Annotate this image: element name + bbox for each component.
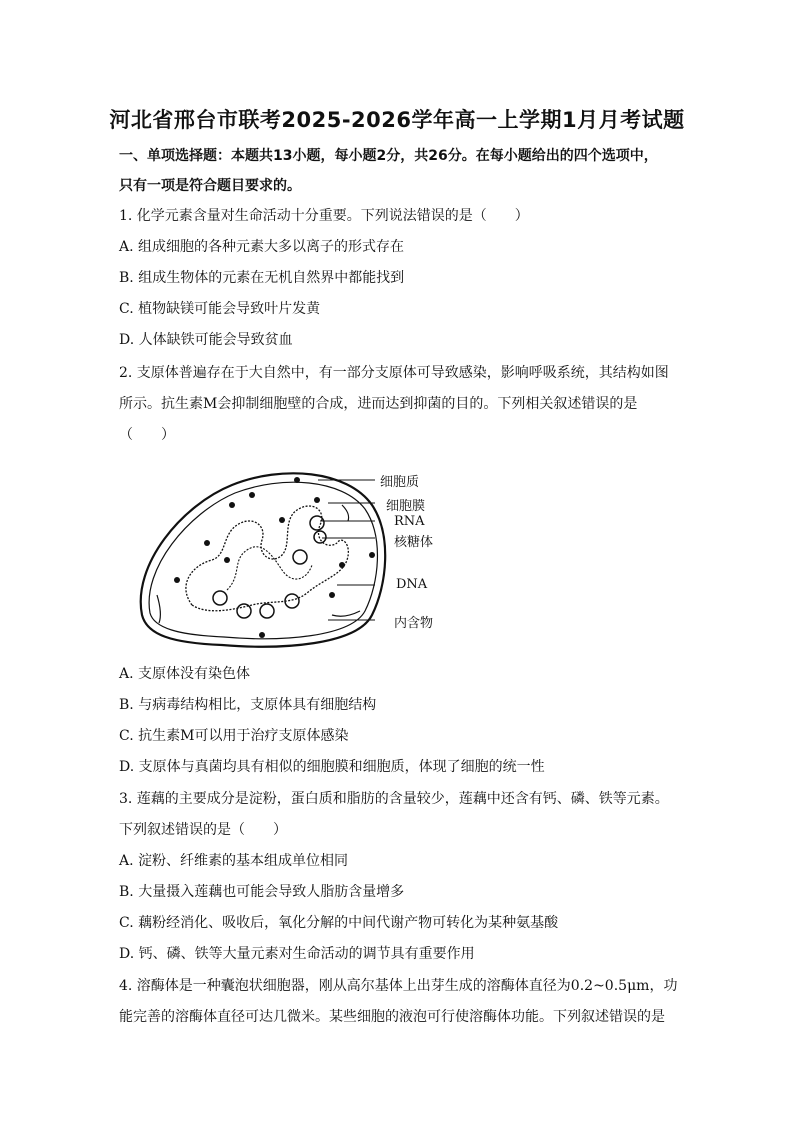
q2-stem-line1: 2. 支原体普遍存在于大自然中，有一部分支原体可导致感染，影响呼吸系统，其结构如图 xyxy=(119,365,669,381)
q1-stem: 1. 化学元素含量对生命活动十分重要。下列说法错误的是（ ） xyxy=(119,208,529,224)
q3-option-b: B. 大量摄入莲藕也可能会导致人脂肪含量增多 xyxy=(119,884,405,900)
section-instruction-line1: 一、单项选择题：本题共13小题，每小题2分，共26分。在每小题给出的四个选项中， xyxy=(119,148,658,164)
label-ribosome: 核糖体 xyxy=(394,535,434,550)
q2-option-c: C. 抗生素M可以用于治疗支原体感染 xyxy=(119,728,349,744)
label-cytoplasm: 细胞质 xyxy=(380,475,420,490)
label-inclusion: 内含物 xyxy=(394,616,434,631)
section-instruction-line2: 只有一项是符合题目要求的。 xyxy=(119,178,301,194)
q2-option-b: B. 与病毒结构相比，支原体具有细胞结构 xyxy=(119,697,377,713)
q3-option-a: A. 淀粉、纤维素的基本组成单位相同 xyxy=(119,853,349,869)
q1-option-c: C. 植物缺镁可能会导致叶片发黄 xyxy=(119,301,321,317)
q2-option-a: A. 支原体没有染色体 xyxy=(119,666,251,682)
q3-stem-line1: 3. 莲藕的主要成分是淀粉，蛋白质和脂肪的含量较少，莲藕中还含有钙、磷、铁等元素。 xyxy=(119,791,669,807)
q2-option-d: D. 支原体与真菌均具有相似的细胞膜和细胞质，体现了细胞的统一性 xyxy=(119,759,545,775)
mycoplasma-structure-figure xyxy=(132,465,452,650)
q1-option-a: A. 组成细胞的各种元素大多以离子的形式存在 xyxy=(119,239,405,255)
q4-stem-line2: 能完善的溶酶体直径可达几微米。某些细胞的液泡可行使溶酶体功能。下列叙述错误的是 xyxy=(119,1009,665,1025)
page-title: 河北省邢台市联考2025-2026学年高一上学期1月月考试题 xyxy=(109,108,685,132)
q3-stem-line2: 下列叙述错误的是（ ） xyxy=(119,822,287,838)
q2-stem-line2: 所示。抗生素M会抑制细胞壁的合成，进而达到抑菌的目的。下列相关叙述错误的是 xyxy=(119,396,638,412)
q4-stem-line1: 4. 溶酶体是一种囊泡状细胞器，刚从高尔基体上出芽生成的溶酶体直径为0.2~0.5μm，功 xyxy=(119,978,678,994)
label-dna: DNA xyxy=(396,577,428,592)
label-cell-membrane: 细胞膜 xyxy=(386,499,426,514)
label-rna: RNA xyxy=(394,514,425,529)
q3-option-c: C. 藕粉经消化、吸收后，氧化分解的中间代谢产物可转化为某种氨基酸 xyxy=(119,915,559,931)
q2-stem-line3: （ ） xyxy=(119,427,175,443)
q1-option-b: B. 组成生物体的元素在无机自然界中都能找到 xyxy=(119,270,405,286)
q1-option-d: D. 人体缺铁可能会导致贫血 xyxy=(119,332,293,348)
q3-option-d: D. 钙、磷、铁等大量元素对生命活动的调节具有重要作用 xyxy=(119,946,475,962)
